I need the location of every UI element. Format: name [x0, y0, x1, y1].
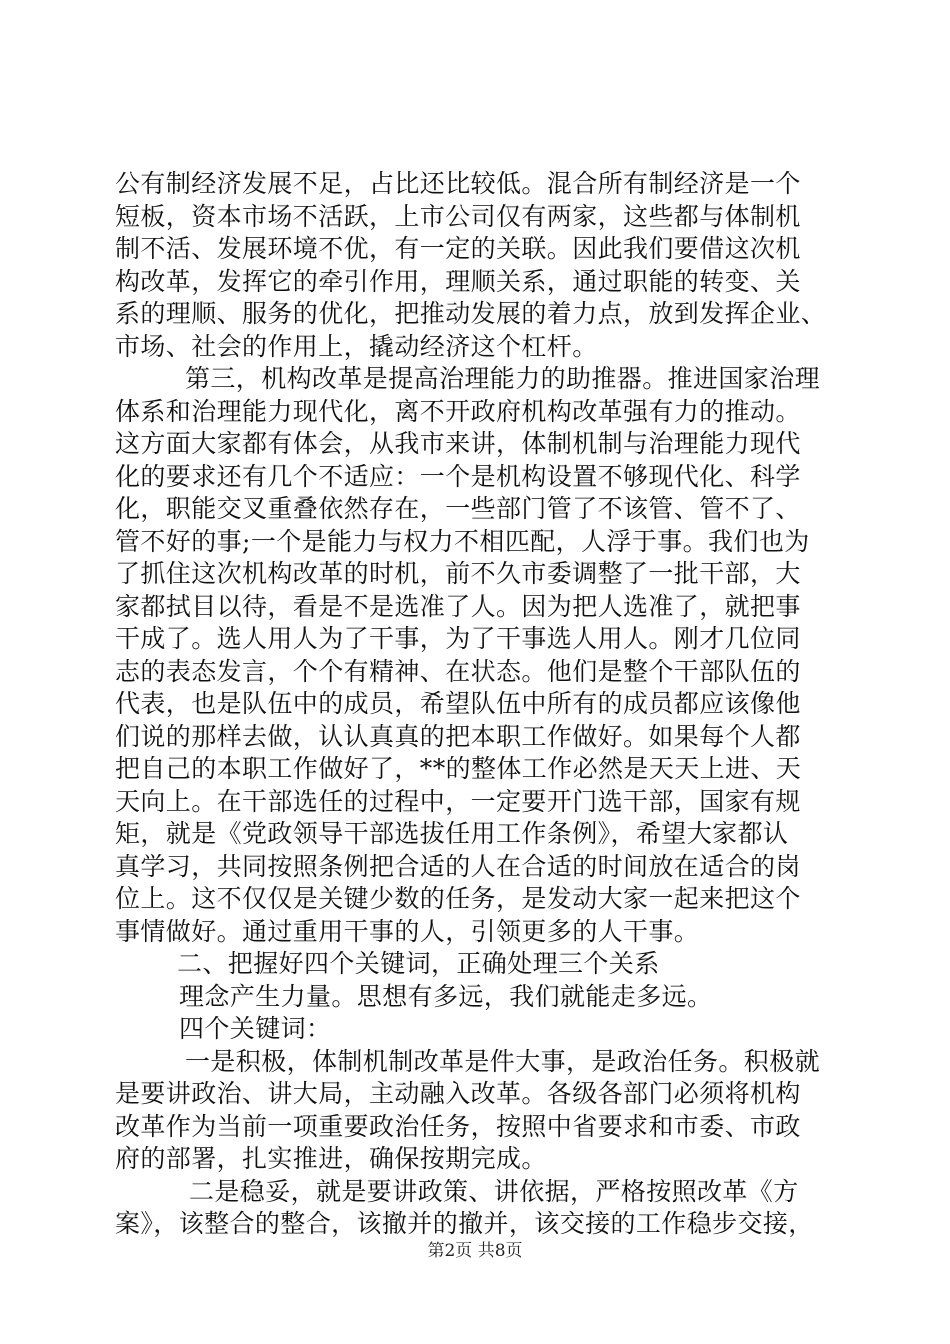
text-line: 公有制经济发展不足，占比还比较低。混合所有制经济是一个 [115, 169, 801, 198]
paragraph-start-line: 四个关键词： [179, 1014, 332, 1043]
text-line: 管不好的事;一个是能力与权力不相匹配，人浮于事。我们也为 [115, 526, 810, 556]
text-line: 市场、社会的作用上，撬动经济这个杠杆。 [115, 331, 598, 361]
text-line: 位上。这不仅仅是关键少数的任务，是发动大家一起来把这个 [115, 884, 801, 913]
text-line: 干成了。选人用人为了干事，为了干事选人用人。刚才几位同 [115, 624, 801, 653]
text-line: 化，职能交叉重叠依然存在，一些部门管了不该管、管不了、 [115, 494, 801, 523]
text-line: 改革作为当前一项重要政治任务，按照中省要求和市委、市政 [115, 1111, 801, 1141]
text-line: 代表，也是队伍中的成员，希望队伍中所有的成员都应该像他 [115, 689, 801, 718]
text-line: 体系和治理能力现代化，离不开政府机构改革强有力的推动。 [115, 396, 801, 426]
text-line: 天向上。在干部选任的过程中，一定要开门选干部，国家有规 [115, 786, 801, 816]
text-line: 志的表态发言，个个有精神、在状态。他们是整个干部队伍的 [115, 656, 801, 686]
text-line: 府的部署，扎实推进，确保按期完成。 [115, 1144, 547, 1173]
text-line: 这方面大家都有体会，从我市来讲，体制机制与治理能力现代 [115, 429, 801, 458]
text-line: 系的理顺、服务的优化，把推动发展的着力点，放到发挥企业、 [115, 299, 827, 328]
paragraph-start-line: 二是稳妥，就是要讲政策、讲依据，严格按照改革《方 [189, 1176, 799, 1206]
paragraph-start-line: 一是积极，体制机制改革是件大事，是政治任务。积极就 [185, 1046, 821, 1076]
text-line: 化的要求还有几个不适应：一个是机构设置不够现代化、科学 [115, 461, 801, 491]
section-heading: 二、把握好四个关键词，正确处理三个关系 [177, 949, 660, 978]
text-line: 事情做好。通过重用干事的人，引领更多的人干事。 [115, 916, 700, 946]
paragraph-start-line: 第三，机构改革是提高治理能力的助推器。推进国家治理 [185, 364, 821, 393]
text-line: 构改革，发挥它的牵引作用，理顺关系，通过职能的转变、关 [115, 266, 801, 296]
text-line: 们说的那样去做，认认真真的把本职工作做好。如果每个人都 [115, 721, 801, 751]
text-line: 真学习，共同按照条例把合适的人在合适的时间放在适合的岗 [115, 851, 801, 881]
text-line: 是要讲政治、讲大局，主动融入改革。各级各部门必须将机构 [115, 1079, 801, 1108]
text-line: 短板，资本市场不活跃，上市公司仅有两家，这些都与体制机 [115, 201, 801, 231]
text-line: 案》，该整合的整合，该撤并的撤并，该交接的工作稳步交接， [115, 1209, 814, 1238]
page-number-footer: 第2页 共8页 [427, 1241, 523, 1261]
text-line: 把自己的本职工作做好了，**的整体工作必然是天天上进、天 [115, 754, 802, 783]
text-line: 家都拭目以待，看是不是选准了人。因为把人选准了，就把事 [115, 591, 801, 621]
text-line: 矩，就是《党政领导干部选拔任用工作条例》，希望大家都认 [115, 819, 789, 848]
document-body [115, 168, 835, 1241]
text-line: 了抓住这次机构改革的时机，前不久市委调整了一批干部，大 [115, 559, 801, 588]
text-line: 制不活、发展环境不优，有一定的关联。因此我们要借这次机 [115, 234, 801, 263]
paragraph-start-line: 理念产生力量。思想有多远，我们就能走多远。 [179, 981, 713, 1011]
